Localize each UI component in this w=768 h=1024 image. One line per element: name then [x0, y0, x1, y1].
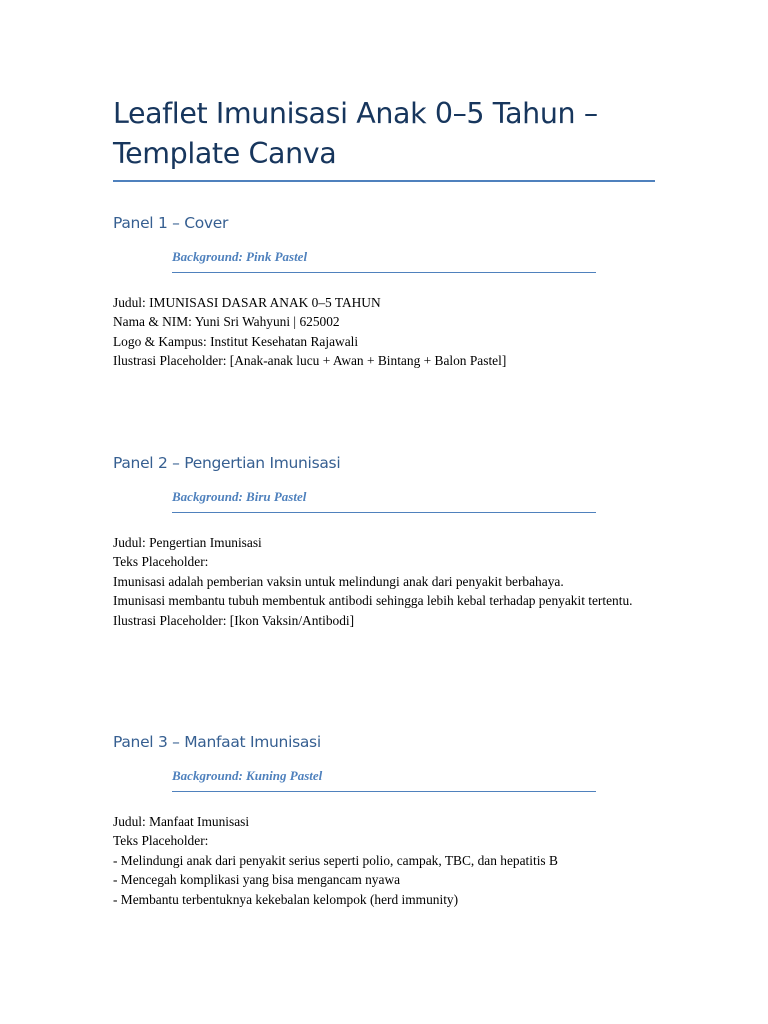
- panel-body: [113, 533, 653, 630]
- panel-body-line: Judul: Pengertian Imunisasi: [113, 535, 262, 550]
- panel-heading: Panel 3 – Manfaat Imunisasi: [113, 733, 321, 751]
- panel-body-line: Ilustrasi Placeholder: [Anak-anak lucu + Awan + Bintang + Balon Pastel]: [113, 353, 507, 369]
- panel-heading: Panel 2 – Pengertian Imunisasi: [113, 454, 341, 472]
- panel-body-line: Judul: IMUNISASI DASAR ANAK 0–5 TAHUN: [113, 295, 381, 310]
- panel-divider: [172, 272, 596, 273]
- panel-body-line: - Mencegah komplikasi yang bisa mengancam nyawa: [113, 872, 401, 888]
- panel-body-line: Teks Placeholder:: [113, 833, 209, 849]
- title-divider: [113, 180, 655, 182]
- panel-body-line: Teks Placeholder:: [113, 554, 209, 570]
- panel-body-line: Imunisasi adalah pemberian vaksin untuk melindungi anak dari penyakit berbahaya.: [113, 573, 564, 589]
- panel-body-line: Logo & Kampus: Institut Kesehatan Rajawali: [113, 333, 359, 349]
- panel-body-line: Imunisasi membantu tubuh membentuk antibodi sehingga lebih kebal terhadap penyakit tertentu.: [113, 593, 633, 609]
- panel-divider: [172, 791, 596, 792]
- panel-body-line: - Membantu terbentuknya kekebalan kelompok (herd immunity): [113, 891, 459, 907]
- panel-body-line: - Melindungi anak dari penyakit serius seperti polio, campak, TBC, dan hepatitis B: [113, 852, 558, 868]
- panel-body-line: Nama & NIM: Yuni Sri Wahyuni | 625002: [113, 314, 340, 330]
- panel-body: [113, 293, 653, 371]
- panel-background-note: Background: Biru Pastel: [172, 489, 307, 504]
- panel-heading: Panel 1 – Cover: [113, 214, 229, 232]
- panel-background-note: Background: Kuning Pastel: [172, 768, 323, 783]
- panel-divider: [172, 512, 596, 513]
- panel-body-line: Judul: Manfaat Imunisasi: [113, 814, 250, 829]
- panel-background-note: Background: Pink Pastel: [172, 249, 308, 264]
- document-title: Leaflet Imunisasi Anak 0–5 Tahun – Template Canva: [113, 97, 598, 170]
- panel-body: [113, 812, 653, 909]
- panel-body-line: Ilustrasi Placeholder: [Ikon Vaksin/Antibodi]: [113, 612, 355, 628]
